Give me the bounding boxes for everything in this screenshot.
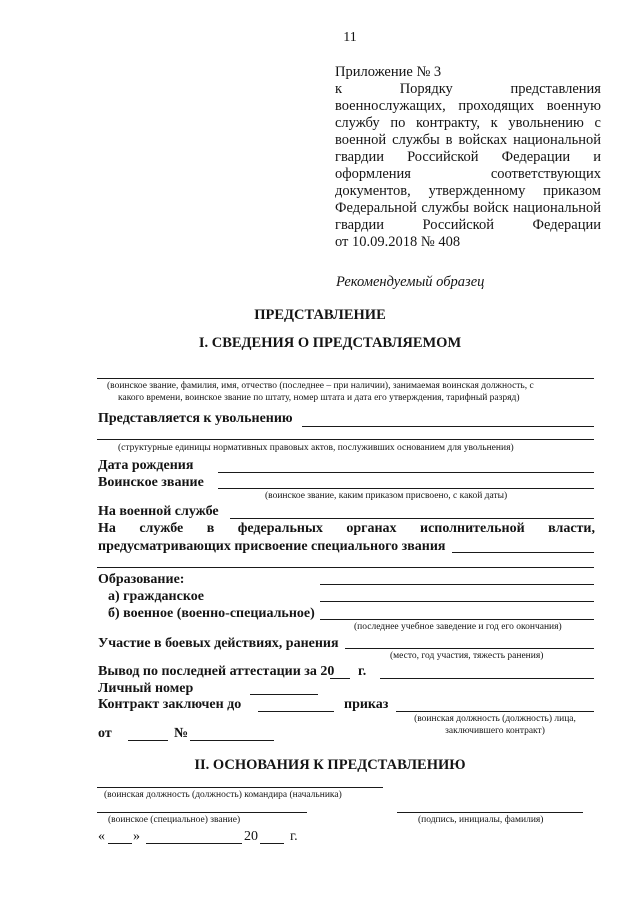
annex-word: гвардии xyxy=(335,149,384,165)
attestation-year-suffix: г. xyxy=(358,664,367,679)
annex-word: гвардии xyxy=(335,217,384,233)
annex-word: службы xyxy=(392,132,440,148)
section-2-title: II. ОСНОВАНИЯ К ПРЕДСТАВЛЕНИЮ xyxy=(194,757,466,773)
education-label: Образование: xyxy=(98,572,185,587)
annex-word: Федерации xyxy=(532,217,601,233)
annex-word: контракту, xyxy=(416,115,480,131)
legal-basis-hint: (структурные единицы нормативных правовых актов, послуживших основанием для увольнения) xyxy=(118,443,514,453)
annex-word: войсках xyxy=(458,132,508,148)
annex-word: Федеральной xyxy=(335,200,417,216)
annex-word: от 10.09.2018 № 408 xyxy=(335,234,461,250)
person-hint-1: (воинское звание, фамилия, имя, отчество (последнее – при наличии), занимаемая воинская должность, с xyxy=(107,381,534,391)
education-field-line[interactable] xyxy=(320,584,594,585)
commander-rank-field-line[interactable] xyxy=(97,812,307,813)
from-date-field-line[interactable] xyxy=(128,740,168,741)
annex-word: по xyxy=(390,115,406,131)
military-education-label: б) военное (военно-специальное) xyxy=(108,606,315,621)
federal-word: федеральных xyxy=(237,521,323,536)
dismissal-field-line[interactable] xyxy=(302,426,594,427)
military-service-field-line[interactable] xyxy=(230,518,594,519)
annex-line xyxy=(335,166,601,183)
military-education-field-line[interactable] xyxy=(320,619,594,620)
personal-number-label: Личный номер xyxy=(98,681,194,696)
sample-label: Рекомендуемый образец xyxy=(336,274,485,290)
commander-position-hint: (воинская должность (должность) командира (начальника) xyxy=(104,790,342,800)
number-sign-label: № xyxy=(174,726,189,741)
rank-order-hint: (воинское звание, каким приказом присвоено, с какой даты) xyxy=(265,491,508,501)
annex-word: с xyxy=(594,115,601,131)
birth-date-field-line[interactable] xyxy=(218,472,594,473)
military-service-label: На военной службе xyxy=(98,504,219,519)
annex-word: Федерации xyxy=(501,149,571,165)
year-field-line[interactable] xyxy=(260,843,284,844)
annex-line xyxy=(335,200,601,217)
attestation-year-line[interactable] xyxy=(330,678,350,679)
federal-word: На xyxy=(98,521,116,536)
date-close-quote: » xyxy=(133,829,140,844)
day-field-line[interactable] xyxy=(108,843,132,844)
civil-education-label: а) гражданское xyxy=(108,589,204,604)
commander-rank-hint: (воинское (специальное) звание) xyxy=(108,815,241,825)
annex-word: к xyxy=(490,115,498,131)
annex-word: увольнению xyxy=(508,115,584,131)
month-field-line[interactable] xyxy=(146,843,242,844)
last-school-hint: (последнее учебное заведение и год его окончания) xyxy=(354,622,562,632)
signature-field-line[interactable] xyxy=(397,812,583,813)
attestation-field-line[interactable] xyxy=(380,678,594,679)
annex-word: военнослужащих, xyxy=(335,98,446,114)
year-prefix: 20 xyxy=(244,829,258,844)
annex-line xyxy=(335,217,601,234)
annex-word: в xyxy=(445,132,453,148)
dismissal-field-line-2[interactable] xyxy=(97,439,594,440)
annex-word: документов, xyxy=(335,183,411,199)
order-label: приказ xyxy=(344,697,389,712)
combat-hint: (место, год участия, тяжесть ранения) xyxy=(390,651,544,661)
contract-signer-hint: (воинская должность (должность) лица, заключившего контракт) xyxy=(414,714,576,736)
annex-word: Порядку xyxy=(399,81,453,97)
annex-word: проходящих xyxy=(458,98,535,114)
signature-hint: (подпись, инициалы, фамилия) xyxy=(418,815,544,825)
from-label: от xyxy=(98,726,112,741)
federal-word: власти, xyxy=(548,521,595,536)
section-1-title: I. СВЕДЕНИЯ О ПРЕДСТАВЛЯЕМОМ xyxy=(198,335,462,351)
federal-word: в xyxy=(206,521,215,536)
annex-line xyxy=(335,98,601,115)
page-number: 11 xyxy=(343,30,357,45)
annex-word: Российской xyxy=(407,149,479,165)
annex-line xyxy=(335,234,601,251)
annex-line xyxy=(335,183,601,200)
annex-word: национальной xyxy=(513,200,601,216)
contract-label: Контракт заключен до xyxy=(98,697,242,712)
attestation-label: Вывод по последней аттестации за 20 xyxy=(98,664,335,679)
annex-word: службу xyxy=(335,115,380,131)
annex-line xyxy=(335,149,601,166)
annex-word: военной xyxy=(335,132,387,148)
federal-word: органах xyxy=(346,521,397,536)
birth-date-label: Дата рождения xyxy=(98,458,194,473)
annex-line xyxy=(335,115,601,132)
annex-word: Приложение № 3 xyxy=(335,64,442,80)
annex-word: соответствующих xyxy=(490,166,601,182)
date-open-quote: « xyxy=(98,829,105,844)
combat-label: Участие в боевых действиях, ранения xyxy=(98,636,339,651)
dismissal-label: Представляется к увольнению xyxy=(98,411,293,426)
person-field-line[interactable] xyxy=(97,378,594,379)
annex-word: войск xyxy=(473,200,509,216)
annex-header xyxy=(335,64,601,251)
order-field-line[interactable] xyxy=(396,711,594,712)
federal-service-label xyxy=(98,521,595,537)
year-end: г. xyxy=(290,829,298,844)
annex-line xyxy=(335,64,601,81)
military-rank-label: Воинское звание xyxy=(98,475,204,490)
annex-line xyxy=(335,132,601,149)
annex-word: национальной xyxy=(513,132,601,148)
annex-word: утвержденному xyxy=(428,183,526,199)
personal-number-field-line[interactable] xyxy=(250,694,318,695)
special-rank-field-line-2[interactable] xyxy=(97,567,594,568)
special-rank-label: предусматривающих присвоение специального звания xyxy=(98,539,446,554)
document-title: ПРЕДСТАВЛЕНИЕ xyxy=(254,307,386,323)
annex-word: Российской xyxy=(422,217,494,233)
annex-word: службы xyxy=(421,200,470,216)
annex-word: и xyxy=(593,149,601,165)
annex-word: оформления xyxy=(335,166,411,182)
person-hint-2: какого времени, воинское звание по штату, номер штата и дата его утверждения, тарифный разряд) xyxy=(118,393,520,403)
commander-position-field-line[interactable] xyxy=(97,787,383,788)
annex-line xyxy=(335,81,601,98)
special-rank-field-line[interactable] xyxy=(452,552,594,553)
federal-word: исполнительной xyxy=(420,521,525,536)
federal-word: службе xyxy=(139,521,184,536)
contract-date-field-line[interactable] xyxy=(258,711,334,712)
annex-word: военную xyxy=(546,98,601,114)
number-field-line[interactable] xyxy=(190,740,274,741)
annex-word: к xyxy=(335,81,343,97)
annex-word: приказом xyxy=(543,183,601,199)
military-rank-field-line[interactable] xyxy=(218,488,594,489)
civil-education-field-line[interactable] xyxy=(320,601,594,602)
combat-field-line[interactable] xyxy=(345,648,594,649)
annex-word: представления xyxy=(510,81,601,97)
